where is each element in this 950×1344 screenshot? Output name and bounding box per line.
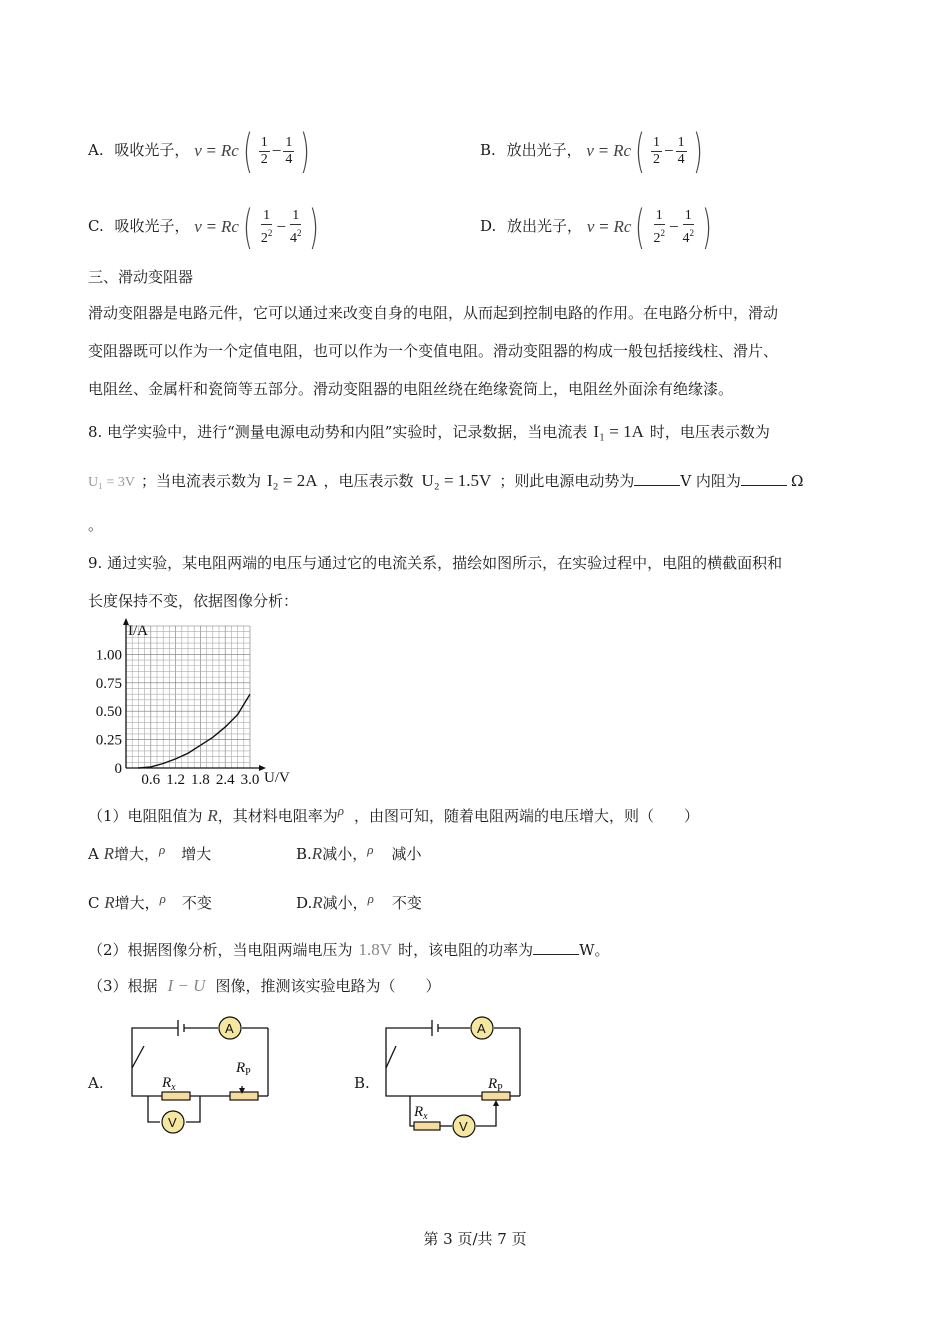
question-9-3: （3）根据 I − U 图像，推测该实验电路为（ ）: [88, 976, 441, 995]
answer-blank[interactable]: [634, 469, 680, 486]
question-9-2: （2）根据图像分析，当电阻两端电压为 1.8V 时，该电阻的功率为 W。: [88, 940, 610, 959]
y-tick-label: 0.25: [95, 732, 122, 749]
option-text: 放出光子，: [506, 141, 582, 159]
x-tick-label: 3.0: [240, 772, 260, 788]
x-axis-label: U/V: [264, 770, 290, 786]
section-heading: 三、滑动变阻器: [88, 268, 194, 286]
y-axis-label: I/A: [128, 623, 148, 639]
formula: v = Rc ( $\frac{1}{2^2}$ − $\frac{1}{4^2}$ ): [586, 200, 712, 254]
resistor-rx: [414, 1122, 440, 1130]
rheostat-rp: [230, 1092, 258, 1100]
question-8-line2: U₁ = 3V ；当电流表示数为 I₂ = 2A ，电压表示数 U₂ = 1.5V ；则此电源电动势为 V 内阻为 Ω: [88, 471, 804, 490]
x-tick-label: 1.8: [191, 772, 210, 788]
section-paragraph: 电阻丝、金属杆和瓷筒等五部分。滑动变阻器的电阻丝绕在绝缘瓷筒上，电阻丝外面涂有绝缘漆。: [88, 380, 734, 398]
q9-option-b[interactable]: B.R减小，ρ 减小: [296, 842, 422, 863]
formula-u1: U₁ = 3V: [88, 475, 135, 490]
answer-blank[interactable]: [533, 938, 579, 955]
fraction: $\frac{1}{4}$: [285, 134, 293, 167]
option-label: C.: [88, 217, 104, 235]
option-label: A.: [88, 141, 104, 159]
paren-left: (: [242, 124, 253, 178]
question-9-line1: 9. 通过实验，某电阻两端的电压与通过它的电流关系，描绘如图所示，在实验过程中，电阻的横截面积和: [88, 554, 783, 572]
y-tick-label: 0.50: [95, 704, 122, 721]
voltmeter-label: V: [459, 1119, 468, 1134]
ammeter-label: A: [225, 1021, 234, 1036]
resistor-rx: [162, 1092, 190, 1100]
circuit-label-a[interactable]: A.: [88, 1074, 104, 1092]
iu-chart: [84, 618, 314, 790]
page-footer: 第 3 页/共 7 页: [423, 1230, 527, 1248]
option-label: D.: [480, 217, 497, 235]
formula-eq: =: [206, 141, 217, 160]
section-paragraph: 滑动变阻器是电路元件，它可以通过来改变自身的电阻，从而起到控制电路的作用。在电路分析中，滑动: [88, 304, 779, 322]
y-tick-label: 0: [114, 761, 122, 777]
formula-lhs: v: [194, 141, 202, 160]
formula: v = Rc ( $\frac{1}{2}$ − $\frac{1}{4}$ ): [586, 124, 703, 178]
x-tick-label: 2.4: [215, 772, 235, 788]
section-paragraph: 变阻器既可以作为一个定值电阻，也可以作为一个变值电阻。滑动变阻器的构成一般包括接线柱、滑片、: [88, 342, 779, 360]
x-tick-label: 0.6: [141, 772, 161, 788]
slider-arrow-icon: [493, 1100, 499, 1106]
ammeter-label: A: [477, 1021, 486, 1036]
option-d[interactable]: [480, 200, 716, 254]
q9-option-d[interactable]: D.R减小，ρ 不变: [296, 891, 422, 912]
fraction: $\frac{1}{2}$: [260, 134, 268, 167]
circuit-b[interactable]: [370, 1010, 530, 1140]
formula-u2: U₂ = 1.5V: [421, 471, 492, 490]
svg-text:RP: $R_P$: [488, 1076, 503, 1094]
formula-i1: I₁ = 1A: [593, 422, 644, 441]
formula-i2: I₂ = 2A: [267, 471, 318, 490]
q9-option-c[interactable]: C R增大，ρ 不变: [88, 891, 212, 912]
option-c[interactable]: [88, 200, 323, 254]
formula: v = Rc ( $\frac{1}{2^2}$ − $\frac{1}{4^2}$ ): [194, 200, 320, 254]
x-tick-label: 1.2: [166, 772, 185, 788]
question-8-line1: 8. 电学实验中，进行“测量电源电动势和内阻”实验时，记录数据，当电流表 I₁ = 1A 时，电压表示数为: [88, 422, 770, 441]
ohm-symbol: Ω: [790, 472, 804, 490]
svg-text:Rx: $R_x$: [414, 1104, 428, 1122]
paren-right: ): [300, 124, 311, 178]
voltmeter-label: V: [168, 1115, 177, 1130]
option-label: B.: [480, 141, 496, 159]
formula: [194, 124, 314, 178]
formula-rc: Rc: [220, 141, 239, 160]
y-tick-label: 0.75: [95, 675, 122, 692]
option-a[interactable]: [88, 124, 314, 178]
svg-text:Rx: $R_x$: [162, 1075, 176, 1093]
question-8-end: 。: [88, 516, 104, 534]
option-text: 放出光子，: [507, 217, 583, 235]
y-tick-label: 1.00: [95, 647, 122, 664]
question-9-line2: 长度保持不变，依据图像分析：: [88, 592, 299, 610]
option-b[interactable]: [480, 124, 707, 178]
question-9-1: （1）电阻阻值为 R，其材料电阻率为ρ ，由图可知，随着电阻两端的电压增大，则（ ）: [88, 803, 699, 825]
option-text: 吸收光子，: [114, 217, 190, 235]
answer-blank[interactable]: [741, 469, 787, 486]
option-text: 吸收光子，: [114, 141, 190, 159]
rheostat-rp: [482, 1092, 510, 1100]
circuit-a[interactable]: [118, 1010, 278, 1140]
circuit-label-b[interactable]: B.: [354, 1074, 370, 1092]
q9-option-a[interactable]: A R增大，ρ 增大: [88, 842, 212, 863]
svg-text:RP: $R_P$: [236, 1060, 251, 1078]
formula-minus: −: [271, 141, 282, 160]
